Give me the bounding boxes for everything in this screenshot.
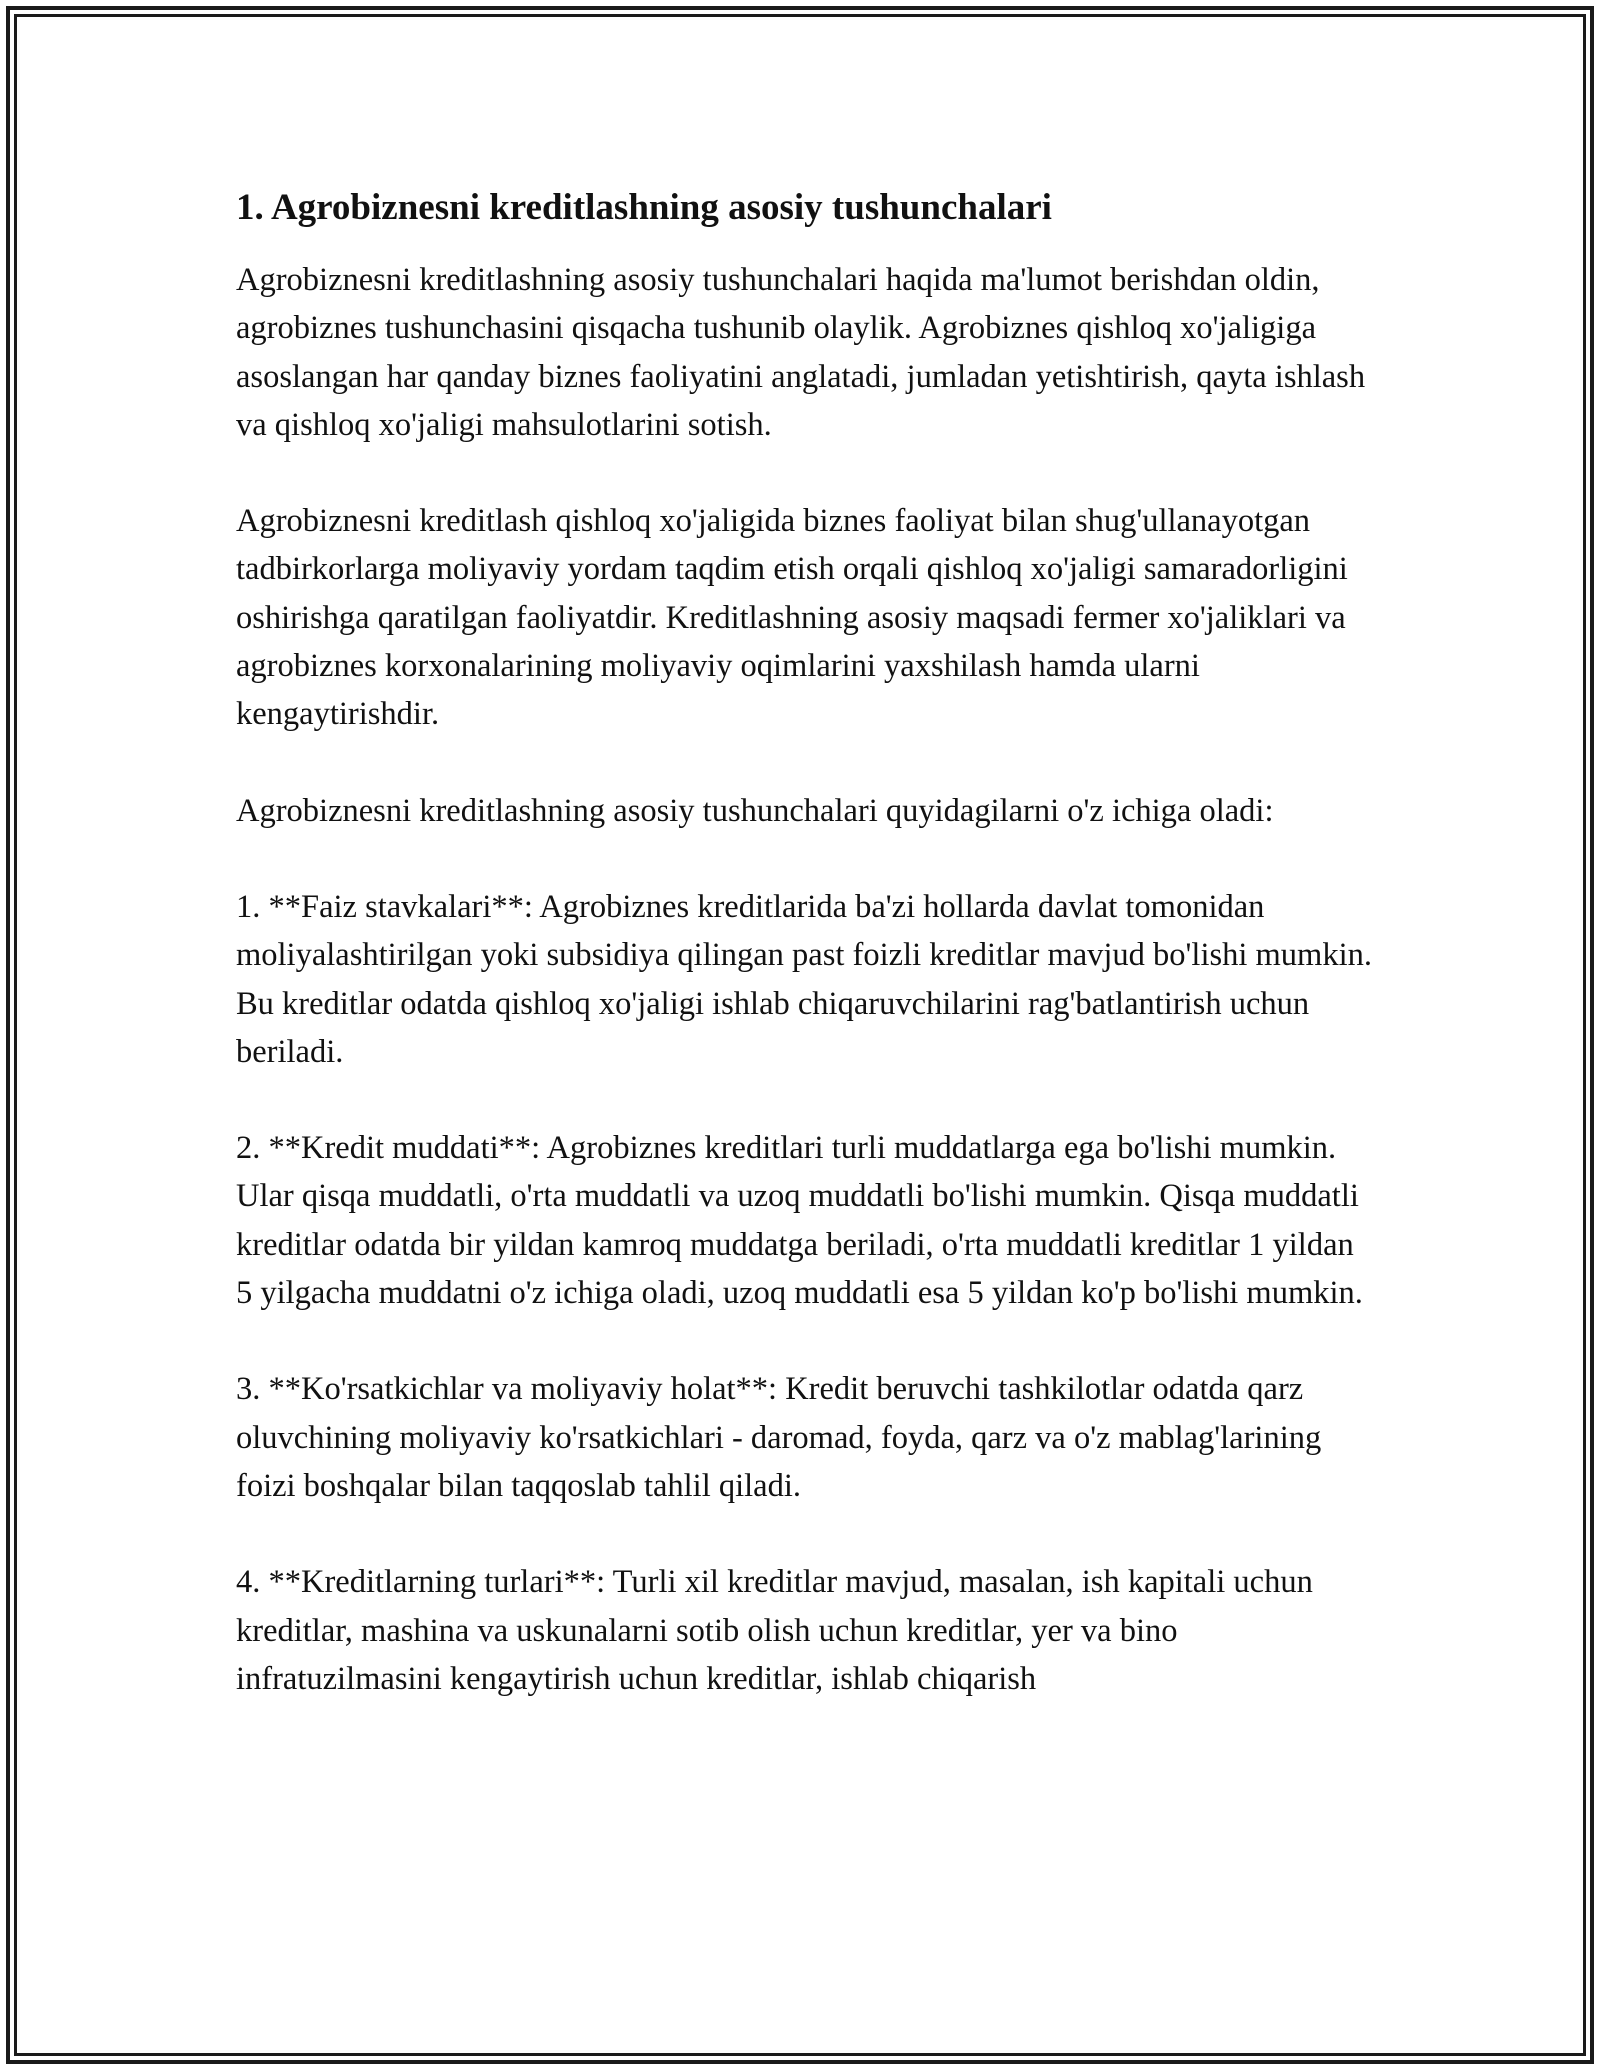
paragraph-list-intro: Agrobiznesni kreditlashning asosiy tushunchalari quyidagilarni o'z ichiga oladi: [236,792,1274,829]
list-item-interest-rates: 1. **Faiz stavkalari**: Agrobiznes kreditlarida ba'zi hollarda davlat tomonidan moliyalashtirilgan yoki subsidiya qilingan past foizli kreditlar mavjud bo'lishi mumkin. Bu kreditlar odatda qishloq xo'jaligi ishlab chiqaruvchilarini rag'batlantirish uchun beriladi. [236,888,1372,1070]
document-body [236,186,1376,1751]
list-item-loan-types: 4. **Kreditlarning turlari**: Turli xil kreditlar mavjud, masalan, ish kapitali uchun kreditlar, mashina va uskunalarni sotib olish uchun kreditlar, yer va bino infratuzilmasini kengaytirish uchun kreditlar, ishlab chiqarish [236,1564,1313,1697]
list-item-loan-term: 2. **Kredit muddati**: Agrobiznes kreditlari turli muddatlarga ega bo'lishi mumkin. Ular qisqa muddatli, o'rta muddatli va uzoq muddatli bo'lishi mumkin. Qisqa muddatli kreditlar odatda bir yildan kamroq muddatga beriladi, o'rta muddatli kreditlar 1 yildan 5 yilgacha muddatni o'z ichiga oladi, uzoq muddatli esa 5 yildan ko'p bo'lishi mumkin. [236,1130,1363,1312]
paragraph-definition: Agrobiznesni kreditlash qishloq xo'jaligida biznes faoliyat bilan shug'ullanayotgan tadbirkorlarga moliyaviy yordam taqdim etish orqali qishloq xo'jaligi samaradorligini oshirishga qaratilgan faoliyatdir. Kreditlashning asosiy maqsadi fermer xo'jaliklari va agrobiznes korxonalarining moliyaviy oqimlarini yaxshilash hamda ularni kengaytirishdir. [236,503,1348,733]
section-heading: 1. Agrobiznesni kreditlashning asosiy tushunchalari [236,187,1052,228]
paragraph-intro: Agrobiznesni kreditlashning asosiy tushunchalari haqida ma'lumot berishdan oldin, agrobiznes tushunchasini qisqacha tushunib olaylik. Agrobiznes qishloq xo'jaligiga asoslangan har qanday biznes faoliyatini anglatadi, jumladan yetishtirish, qayta ishlash va qishloq xo'jaligi mahsulotlarini sotish. [236,262,1366,443]
list-item-financial-indicators: 3. **Ko'rsatkichlar va moliyaviy holat**: Kredit beruvchi tashkilotlar odatda qarz oluvchining moliyaviy ko'rsatkichlari - daromad, foyda, qarz va o'z mablag'larining foizi boshqalar bilan taqqoslab tahlil qiladi. [236,1371,1322,1504]
